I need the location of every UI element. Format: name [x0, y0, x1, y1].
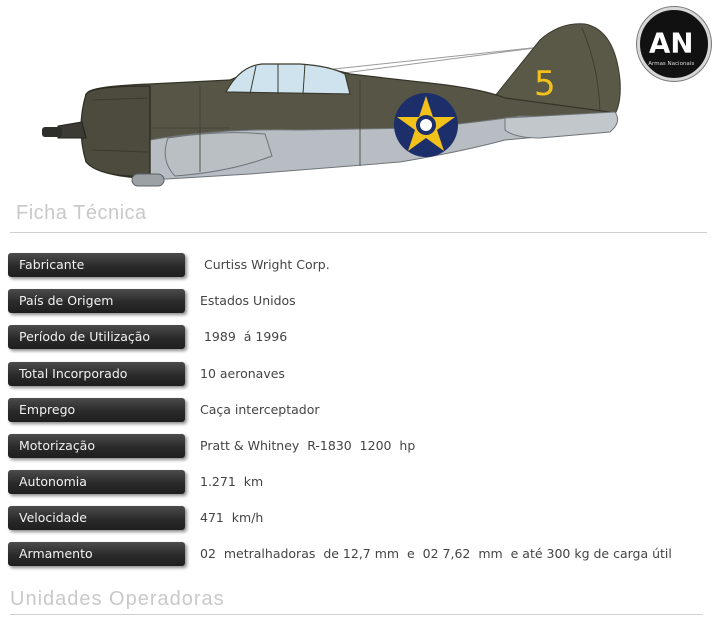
logo-caption: Armas Nacionais [648, 61, 695, 68]
spec-value: 02 metralhadoras de 12,7 mm e 02 7,62 mm e até 300 kg de carga útil [200, 546, 672, 561]
spec-row-armamento [8, 542, 708, 568]
spec-row-fabricante [8, 253, 708, 279]
spec-label: Armamento [8, 542, 185, 566]
spec-value: 10 aeronaves [200, 366, 285, 381]
spec-label: Período de Utilização [8, 325, 185, 349]
spec-label: Fabricante [8, 253, 185, 277]
spec-value: Estados Unidos [200, 293, 296, 308]
hero-illustration [0, 0, 720, 200]
spec-value: Pratt & Whitney R-1830 1200 hp [200, 438, 416, 453]
spec-row-emprego [8, 398, 708, 424]
spec-value: Curtiss Wright Corp. [200, 257, 330, 272]
unidades-operadoras-heading: Unidades Operadoras [10, 588, 225, 610]
spec-value: Caça interceptador [200, 402, 320, 417]
propeller-hub [58, 122, 86, 138]
spec-value: 1989 á 1996 [200, 329, 288, 344]
propeller-shaft [42, 127, 62, 137]
spec-row-velocidade [8, 506, 708, 532]
spec-label: Emprego [8, 398, 185, 422]
spec-label: Total Incorporado [8, 362, 185, 386]
spec-row-motorizacao [8, 434, 708, 460]
spec-label: Autonomia [8, 470, 185, 494]
canopy [226, 64, 350, 94]
section-divider [10, 614, 703, 615]
spec-row-pais-origem [8, 289, 708, 315]
logo-monogram: AN [649, 27, 694, 60]
spec-label: País de Origem [8, 289, 185, 313]
spec-row-autonomia [8, 470, 708, 496]
spec-row-periodo [8, 325, 708, 351]
spec-value: 471 km/h [200, 510, 264, 525]
spec-label: Velocidade [8, 506, 185, 530]
antenna-wire [306, 46, 550, 72]
tail-number: 5 [534, 64, 556, 104]
site-logo[interactable] [637, 7, 711, 81]
section-divider [10, 232, 707, 233]
ficha-tecnica-heading: Ficha Técnica [16, 202, 147, 224]
spec-value: 1.271 km [200, 474, 264, 489]
spec-row-total [8, 362, 708, 388]
spec-label: Motorização [8, 434, 185, 458]
